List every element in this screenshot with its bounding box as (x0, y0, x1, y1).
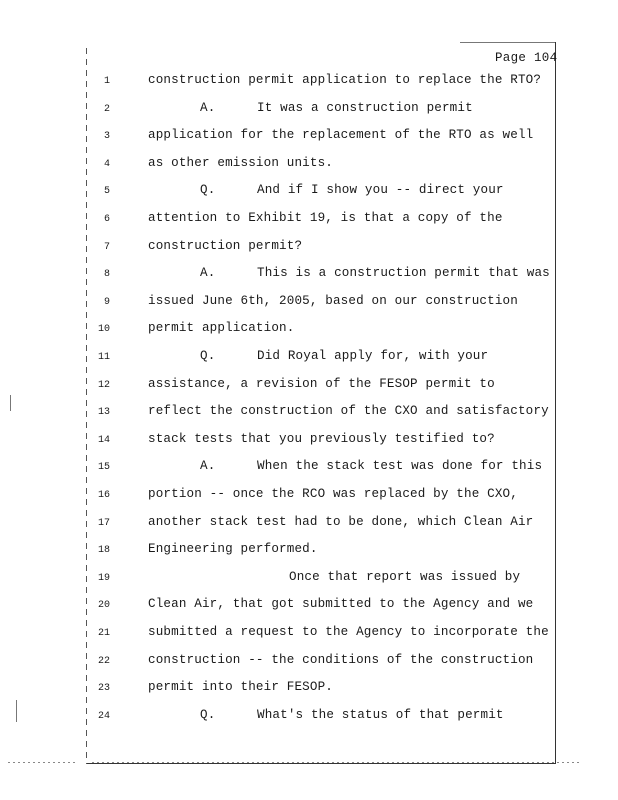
testimony-text: Did Royal apply for, with your (257, 349, 489, 363)
transcript-line (0, 183, 618, 203)
line-number: 12 (97, 379, 110, 391)
transcript-line (0, 73, 618, 93)
transcript-line (0, 432, 618, 452)
transcript-line (0, 570, 618, 590)
line-text: attention to Exhibit 19, is that a copy of the (148, 211, 503, 225)
transcript-line (0, 625, 618, 645)
line-text (200, 266, 550, 280)
line-number: 11 (97, 352, 110, 363)
testimony-text: It was a construction permit (257, 100, 473, 115)
transcript-line (0, 239, 618, 259)
speaker-label: Q. (200, 349, 216, 363)
line-number: 20 (97, 600, 110, 612)
line-text: Clean Air, that got submitted to the Agency and we (148, 597, 534, 612)
line-text (200, 183, 504, 197)
line-text: construction permit application to replace the RTO? (148, 73, 542, 87)
line-text: construction -- the conditions of the construction (148, 652, 534, 667)
line-number: 13 (97, 407, 110, 419)
transcript-line (0, 101, 618, 121)
line-number: 15 (97, 462, 110, 474)
line-text: permit into their FESOP. (148, 680, 333, 695)
line-number: 2 (103, 103, 110, 115)
transcript-line (0, 487, 618, 507)
transcript-line (0, 294, 618, 314)
line-text (200, 708, 504, 722)
line-text (200, 349, 488, 363)
speaker-label: A. (200, 100, 216, 115)
speaker-label: Q. (200, 707, 216, 722)
line-number: 16 (97, 490, 110, 501)
line-text: reflect the construction of the CXO and satisfactory (148, 404, 549, 419)
page-number: Page 104 (495, 51, 558, 65)
line-text: stack tests that you previously testified to? (148, 431, 495, 446)
line-number: 9 (103, 296, 110, 308)
transcript-line (0, 377, 618, 397)
line-number: 17 (97, 517, 110, 529)
line-text: application for the replacement of the RTO as well (148, 128, 534, 143)
line-number: 21 (97, 628, 110, 639)
line-text (200, 101, 473, 115)
speaker-label: A. (200, 459, 216, 474)
line-text: another stack test had to be done, which Clean Air (148, 514, 534, 529)
transcript-line (0, 156, 618, 176)
scan-artifact (92, 762, 582, 763)
line-text: as other emission units. (148, 155, 333, 170)
page-border-bottom (86, 763, 556, 764)
testimony-text: And if I show you -- direct your (257, 183, 504, 198)
line-number: 1 (103, 76, 110, 87)
line-number: 5 (103, 186, 110, 198)
line-text: issued June 6th, 2005, based on our construction (148, 293, 518, 308)
transcript-line (0, 542, 618, 562)
testimony-text: This is a construction permit that was (257, 266, 550, 281)
transcript-line (0, 680, 618, 700)
line-text: Once that report was issued by (289, 569, 521, 584)
line-number: 4 (103, 158, 110, 170)
line-number: 24 (97, 710, 110, 722)
line-number: 14 (97, 434, 110, 446)
transcript-line (0, 708, 618, 728)
transcript-line (0, 266, 618, 286)
transcript-line (0, 597, 618, 617)
transcript-line (0, 128, 618, 148)
line-number: 23 (97, 683, 110, 695)
transcript-line (0, 404, 618, 424)
line-text (200, 459, 542, 473)
line-number: 8 (103, 269, 110, 281)
line-number: 6 (103, 214, 110, 225)
scan-artifact (8, 762, 78, 763)
header-rule (460, 42, 556, 43)
transcript-line (0, 515, 618, 535)
line-text: submitted a request to the Agency to incorporate the (148, 625, 549, 639)
transcript-line (0, 321, 618, 341)
transcript-line (0, 211, 618, 231)
testimony-text: What's the status of that permit (257, 707, 504, 722)
line-number: 22 (97, 655, 110, 667)
line-number: 10 (97, 324, 110, 336)
transcript-line (0, 459, 618, 479)
line-text: construction permit? (148, 238, 303, 253)
line-number: 7 (103, 241, 110, 253)
line-number: 19 (97, 572, 110, 584)
line-number: 18 (97, 545, 110, 557)
line-number: 3 (103, 131, 110, 143)
line-text: assistance, a revision of the FESOP permit to (148, 376, 495, 391)
line-text: portion -- once the RCO was replaced by the CXO, (148, 487, 518, 501)
testimony-text: When the stack test was done for this (257, 459, 543, 474)
line-text: Engineering performed. (148, 542, 318, 557)
speaker-label: Q. (200, 183, 216, 198)
line-text: permit application. (148, 321, 295, 336)
speaker-label: A. (200, 266, 216, 281)
transcript-line (0, 349, 618, 369)
transcript-line (0, 653, 618, 673)
